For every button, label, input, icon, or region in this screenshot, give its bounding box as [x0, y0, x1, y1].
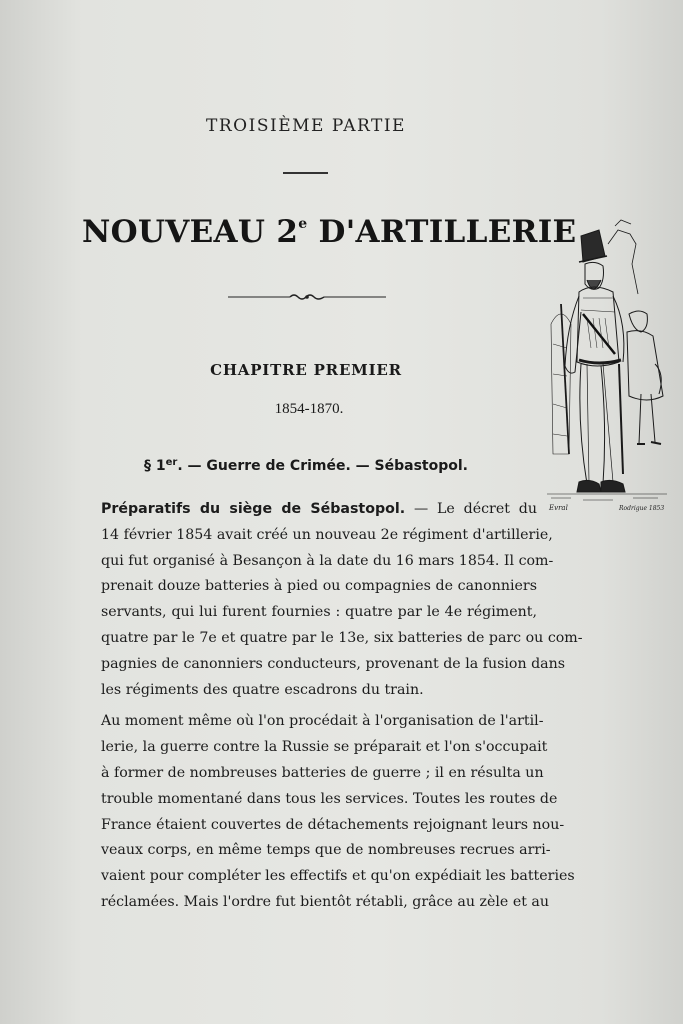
title-rule [283, 172, 328, 174]
section-prefix: § 1 [143, 458, 166, 474]
part-title: TROISIÈME PARTIE [206, 116, 406, 136]
section-sup: er [165, 457, 178, 468]
illustration-signature-left: Evral [549, 504, 568, 512]
paragraph2-line-1: lerie, la guerre contre la Russie se préparait et l'on s'occupait [101, 739, 548, 756]
paragraph1-line-3: prenait douze batteries à pied ou compagnies de canonniers [101, 578, 537, 595]
section-heading [0, 457, 612, 474]
main-title-before: NOUVEAU 2 [82, 214, 299, 250]
paragraph1-line-2: qui fut organisé à Besançon à la date du 16 mars 1854. Il com- [101, 552, 554, 569]
paragraph2-line-4: France étaient couvertes de détachements rejoignant leurs nou- [101, 816, 565, 833]
paragraph1-first-line [101, 497, 537, 523]
paragraph1-line-7: les régiments des quatre escadrons du train. [101, 681, 424, 698]
ornament-divider-icon [228, 292, 386, 302]
illustration-signature-right: Rodrigue 1853 [619, 505, 665, 512]
main-title [82, 214, 577, 250]
paragraph2-line-7: réclamées. Mais l'ordre fut bientôt rétabli, grâce au zèle et au [101, 893, 550, 910]
main-title-sup: e [298, 216, 308, 232]
paragraph2-line-5: veaux corps, en même temps que de nombreuses recrues arri- [101, 842, 551, 859]
section-title: . — Guerre de Crimée. — Sébastopol. [177, 458, 468, 474]
paragraph2 [101, 709, 575, 915]
paragraph1-line-1: 14 février 1854 avait créé un nouveau 2e régiment d'artillerie, [101, 526, 553, 543]
paragraph1-line-4: servants, qui lui furent fournies : quatre par le 4e régiment, [101, 604, 537, 621]
artillery-soldier-illustration-icon [543, 214, 673, 514]
paragraph2-line-2: à former de nombreuses batteries de guerre ; il en résulta un [101, 764, 544, 781]
paragraph2-line-0: Au moment même où l'on procédait à l'organisation de l'artil- [101, 713, 544, 730]
paragraph2-line-3: trouble momentané dans tous les services. Toutes les routes de [101, 790, 558, 807]
main-title-after: D'ARTILLERIE [307, 214, 577, 250]
paragraph1-line-6: pagnies de canonniers conducteurs, provenant de la fusion dans [101, 655, 566, 672]
paragraph1-lead: Préparatifs du siège de Sébastopol. [101, 501, 406, 517]
chapter-years: 1854-1870. [274, 401, 344, 417]
chapter-heading: CHAPITRE PREMIER [210, 361, 402, 379]
paragraph1-line-5: quatre par le 7e et quatre par le 13e, six batteries de parc ou com- [101, 629, 583, 646]
paragraph1-line-0: — Le décret du [405, 501, 537, 517]
paragraph2-line-6: vaient pour compléter les effectifs et qu'on expédiait les batteries [101, 868, 575, 885]
